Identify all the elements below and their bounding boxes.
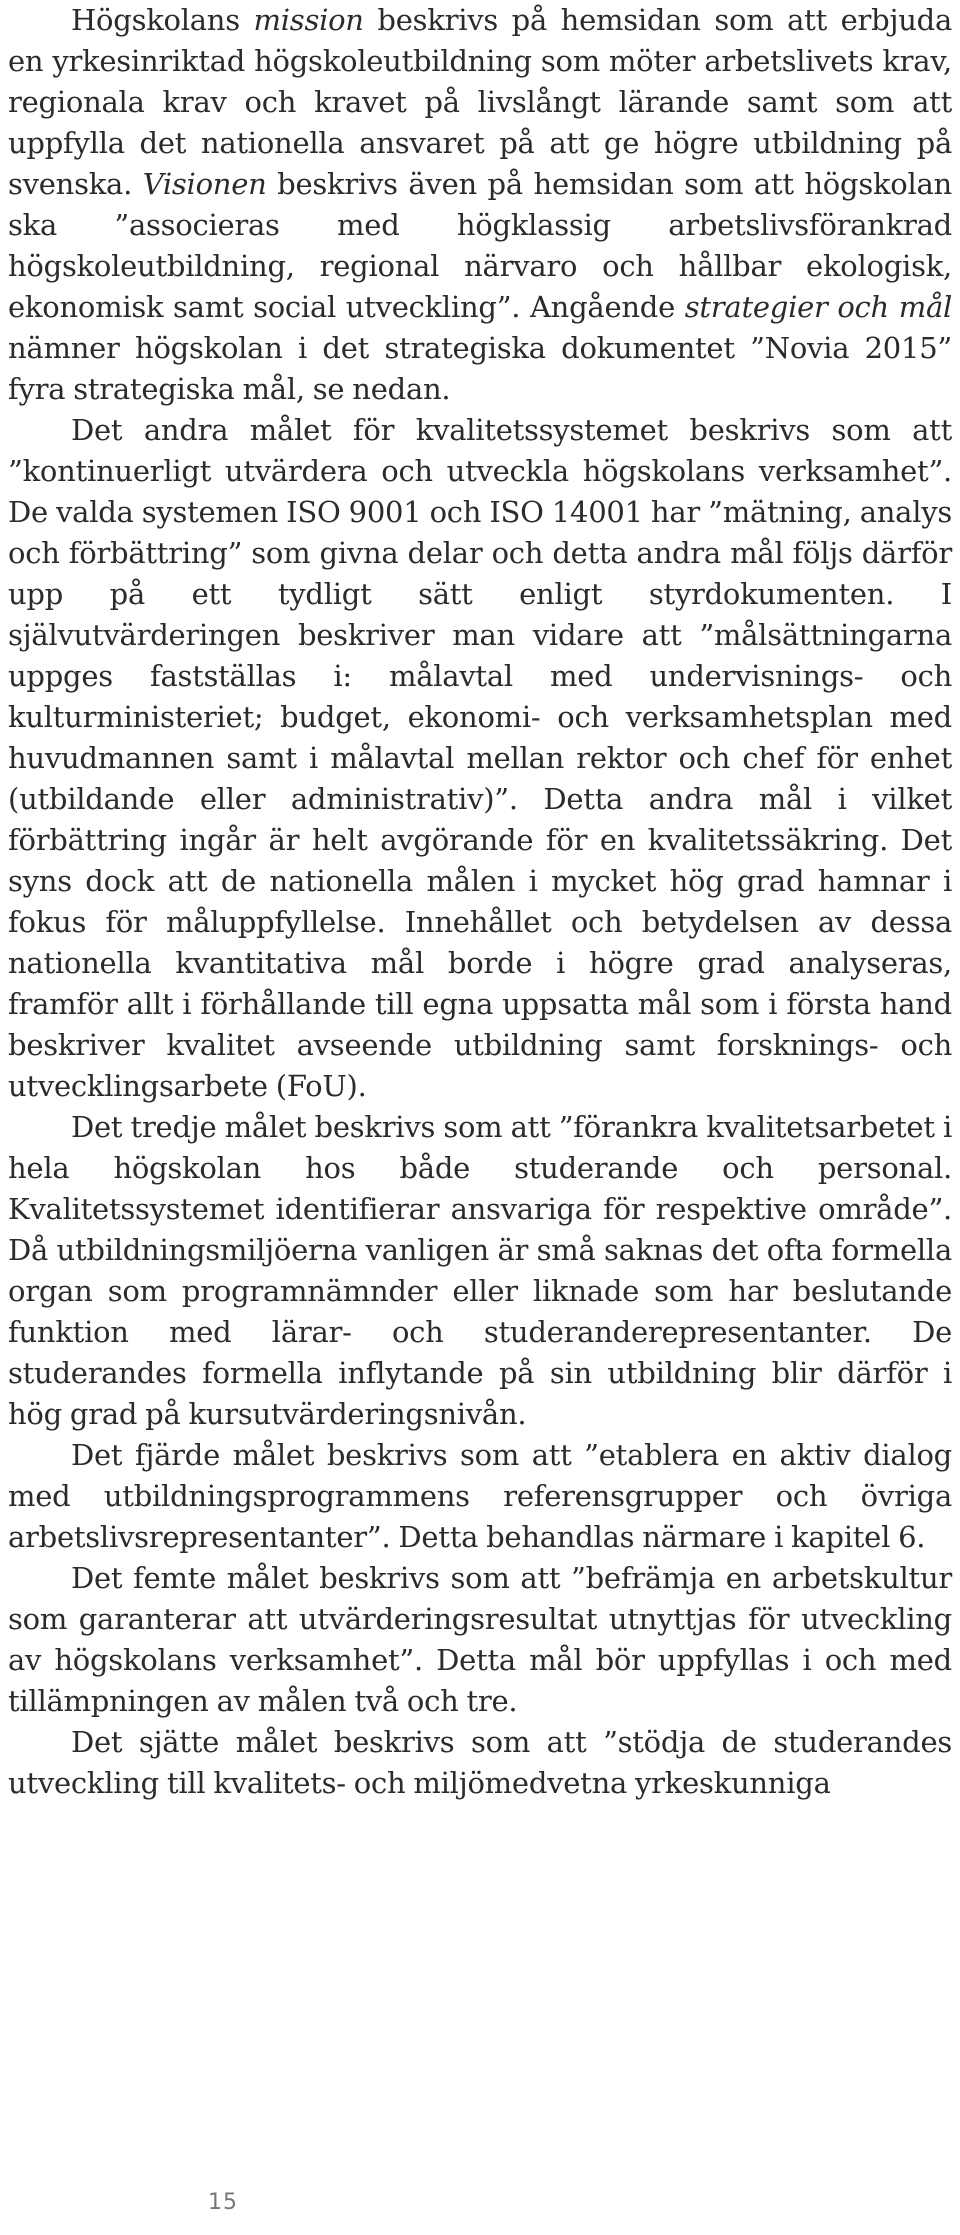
- body-paragraph: [8, 0, 952, 410]
- text-run: Det fjärde målet beskrivs som att ”etablera en aktiv dialog med utbildningsprogrammens referensgrupper och övriga arbetslivsrepresentanter”. Detta behandlas närmare i kapitel 6.: [8, 1438, 952, 1554]
- italic-term: mission: [253, 3, 364, 37]
- text-run: Högskolans: [71, 3, 254, 37]
- text-run: beskrivs på hemsidan som att erbjuda en yrkesinriktad högskoleutbildning som möter arbetslivets krav, regionala krav och kravet på livslångt lärande samt som att uppfylla det nationella ansvaret på att ge högre utbildning på svenska.: [8, 3, 952, 201]
- body-paragraph: [8, 410, 952, 1107]
- body-paragraph: [8, 1558, 952, 1722]
- page-number: 15: [208, 2190, 238, 2215]
- body-paragraph: [8, 1107, 952, 1435]
- italic-term: Visionen: [142, 167, 267, 201]
- body-paragraph: [8, 1435, 952, 1558]
- text-run: Det tredje målet beskrivs som att ”förankra kvalitetsarbetet i hela högskolan hos både studerande och personal. Kvalitetssystemet identifierar ansvariga för respektive område”. Då utbildningsmiljöerna vanligen är små saknas det ofta formella organ som programnämnder eller liknade som har beslutande funktion med lärar- och studeranderepresentanter. De studerandes formella inflytande på sin utbildning blir därför i hög grad på kursutvärderingsnivån.: [8, 1110, 952, 1431]
- document-body: [8, 0, 952, 1804]
- text-run: beskrivs även på hemsidan som att högskolan ska ”associeras med högklassig arbetslivsförankrad högskoleutbildning, regional närvaro och hållbar ekologisk, ekonomisk samt social utveckling”. Angående: [8, 167, 952, 324]
- text-run: Det femte målet beskrivs som att ”befrämja en arbetskultur som garanterar att utvärderingsresultat utnyttjas för utveckling av högskolans verksamhet”. Detta mål bör uppfyllas i och med tillämpningen av målen två och tre.: [8, 1561, 952, 1718]
- text-run: Det andra målet för kvalitetssystemet beskrivs som att ”kontinuerligt utvärdera och utveckla högskolans verksamhet”. De valda systemen ISO 9001 och ISO 14001 har ”mätning, analys och förbättring” som givna delar och detta andra mål följs därför upp på ett tydligt sätt enligt styrdokumenten. I självutvärderingen beskriver man vidare att ”målsättningarna uppges fastställas i: målavtal med undervisnings- och kulturministeriet; budget, ekonomi- och verksamhetsplan med huvudmannen samt i målavtal mellan rektor och chef för enhet (utbildande eller administrativ)”. Detta andra mål i vilket förbättring ingår är helt avgörande för en kvalitetssäkring. Det syns dock att de nationella målen i mycket hög grad hamnar i fokus för måluppfyllelse. Innehållet och betydelsen av dessa nationella kvantitativa mål borde i högre grad analyseras, framför allt i förhållande till egna uppsatta mål som i första hand beskriver kvalitet avseende utbildning samt forsknings- och utvecklingsarbete (FoU).: [8, 413, 952, 1103]
- body-paragraph: [8, 1722, 952, 1804]
- text-run: Det sjätte målet beskrivs som att ”stödja de studerandes utveckling till kvalitets- och miljömedvetna yrkeskunniga: [8, 1725, 952, 1800]
- text-run: nämner högskolan i det strategiska dokumentet ”Novia 2015” fyra strategiska mål, se nedan.: [8, 331, 952, 406]
- italic-term: strategier och mål: [684, 290, 953, 324]
